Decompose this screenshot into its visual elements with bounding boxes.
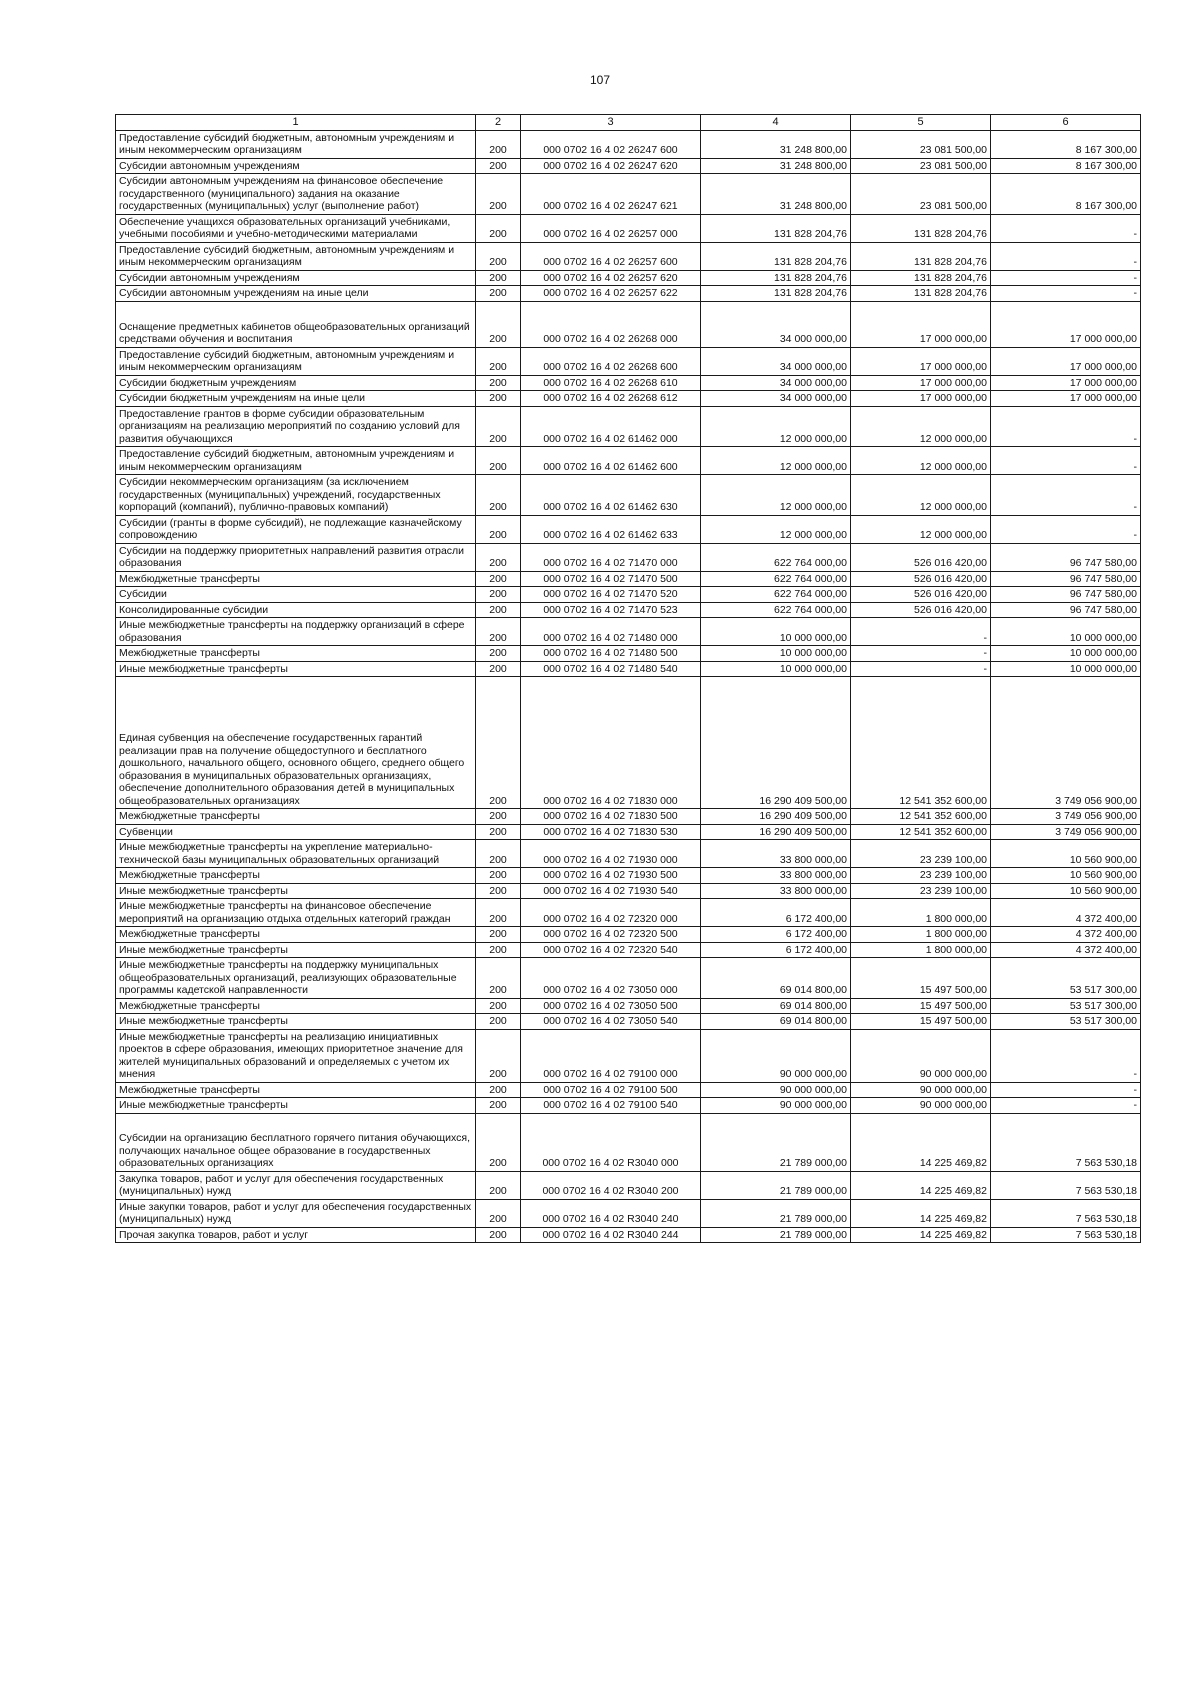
cell-col4: 12 000 000,00 — [701, 406, 851, 447]
cell-col5: 1 800 000,00 — [851, 942, 991, 958]
cell-col5: 23 081 500,00 — [851, 174, 991, 215]
cell-col2: 200 — [476, 515, 521, 543]
cell-col4: 131 828 204,76 — [701, 242, 851, 270]
budget-table — [115, 114, 1141, 1243]
cell-code: 000 0702 16 4 02 26247 600 — [521, 130, 701, 158]
cell-col4: 6 172 400,00 — [701, 942, 851, 958]
cell-col2: 200 — [476, 391, 521, 407]
table-row — [116, 868, 1141, 884]
cell-name: Предоставление субсидий бюджетным, автономным учреждениям и иным некоммерческим организациям — [116, 447, 476, 475]
cell-col2: 200 — [476, 677, 521, 809]
cell-col4: 21 789 000,00 — [701, 1113, 851, 1171]
cell-col5: 15 497 500,00 — [851, 1014, 991, 1030]
cell-col6: 10 000 000,00 — [991, 646, 1141, 662]
cell-code: 000 0702 16 4 02 26268 610 — [521, 375, 701, 391]
cell-col5: 23 239 100,00 — [851, 868, 991, 884]
cell-name: Единая субвенция на обеспечение государственных гарантий реализации прав на получение общедоступного и бесплатного дошкольного, начального общего, основного общего, среднего общего образования в муниципальных образовательных организациях, обеспечение дополнительного образования детей в муниципальных общеобразовательных организациях — [116, 677, 476, 809]
table-row — [116, 158, 1141, 174]
cell-name: Субсидии некоммерческим организациям (за исключением государственных (муниципальных) учреждений, государственных корпораций (компаний), публично-правовых компаний) — [116, 475, 476, 516]
cell-col4: 21 789 000,00 — [701, 1227, 851, 1243]
table-row — [116, 301, 1141, 347]
cell-col2: 200 — [476, 899, 521, 927]
cell-name: Межбюджетные трансферты — [116, 809, 476, 825]
cell-col6: 4 372 400,00 — [991, 942, 1141, 958]
cell-col2: 200 — [476, 1029, 521, 1082]
cell-col6: 10 560 900,00 — [991, 883, 1141, 899]
table-row — [116, 406, 1141, 447]
cell-name: Субсидии — [116, 587, 476, 603]
cell-name: Иные межбюджетные трансферты на поддержку муниципальных общеобразовательных организаций, реализующих образовательные программы кадетской направленности — [116, 958, 476, 999]
table-row — [116, 661, 1141, 677]
cell-col6: 53 517 300,00 — [991, 998, 1141, 1014]
cell-col6: - — [991, 515, 1141, 543]
cell-col2: 200 — [476, 958, 521, 999]
table-row — [116, 174, 1141, 215]
cell-col6: - — [991, 406, 1141, 447]
cell-col4: 34 000 000,00 — [701, 391, 851, 407]
cell-col4: 16 290 409 500,00 — [701, 809, 851, 825]
cell-col2: 200 — [476, 618, 521, 646]
table-row — [116, 391, 1141, 407]
cell-code: 000 0702 16 4 02 71480 500 — [521, 646, 701, 662]
cell-col2: 200 — [476, 942, 521, 958]
cell-code: 000 0702 16 4 02 26247 620 — [521, 158, 701, 174]
cell-col4: 622 764 000,00 — [701, 602, 851, 618]
cell-col2: 200 — [476, 602, 521, 618]
table-row — [116, 1227, 1141, 1243]
page-number: 107 — [589, 73, 611, 87]
cell-col5: - — [851, 661, 991, 677]
table-row — [116, 1113, 1141, 1171]
cell-col6: 17 000 000,00 — [991, 375, 1141, 391]
cell-col6: 17 000 000,00 — [991, 347, 1141, 375]
cell-code: 000 0702 16 4 02 72320 500 — [521, 927, 701, 943]
cell-name: Предоставление субсидий бюджетным, автономным учреждениям и иным некоммерческим организациям — [116, 242, 476, 270]
cell-col5: 14 225 469,82 — [851, 1113, 991, 1171]
cell-code: 000 0702 16 4 02 71470 520 — [521, 587, 701, 603]
cell-col4: 6 172 400,00 — [701, 927, 851, 943]
table-body — [116, 130, 1141, 1243]
cell-col2: 200 — [476, 571, 521, 587]
cell-col4: 622 764 000,00 — [701, 543, 851, 571]
cell-name: Субсидии бюджетным учреждениям — [116, 375, 476, 391]
cell-col5: 526 016 420,00 — [851, 543, 991, 571]
cell-col4: 31 248 800,00 — [701, 158, 851, 174]
cell-name: Иные межбюджетные трансферты на реализацию инициативных проектов в сфере образования, имеющих приоритетное значение для жителей муниципальных образований и определяемых с учетом их мнения — [116, 1029, 476, 1082]
cell-code: 000 0702 16 4 02 26257 620 — [521, 270, 701, 286]
cell-col5: 12 541 352 600,00 — [851, 824, 991, 840]
cell-col4: 16 290 409 500,00 — [701, 824, 851, 840]
cell-col4: 69 014 800,00 — [701, 998, 851, 1014]
table-row — [116, 286, 1141, 302]
cell-name: Межбюджетные трансферты — [116, 1082, 476, 1098]
cell-col5: 90 000 000,00 — [851, 1082, 991, 1098]
header-row — [116, 115, 1141, 131]
cell-col5: 1 800 000,00 — [851, 927, 991, 943]
cell-name: Иные межбюджетные трансферты на поддержку организаций в сфере образования — [116, 618, 476, 646]
cell-col5: 12 541 352 600,00 — [851, 809, 991, 825]
column-header-2: 2 — [476, 115, 521, 131]
cell-col6: - — [991, 1082, 1141, 1098]
table-row — [116, 1014, 1141, 1030]
cell-col2: 200 — [476, 661, 521, 677]
table-row — [116, 130, 1141, 158]
cell-col5: 526 016 420,00 — [851, 587, 991, 603]
cell-col6: 10 000 000,00 — [991, 618, 1141, 646]
table-row — [116, 840, 1141, 868]
cell-name: Иные закупки товаров, работ и услуг для обеспечения государственных (муниципальных) нужд — [116, 1199, 476, 1227]
table-row — [116, 1098, 1141, 1114]
cell-col2: 200 — [476, 174, 521, 215]
cell-col2: 200 — [476, 1098, 521, 1114]
cell-name: Иные межбюджетные трансферты — [116, 942, 476, 958]
cell-name: Иные межбюджетные трансферты — [116, 883, 476, 899]
cell-col6: - — [991, 242, 1141, 270]
cell-col6: 4 372 400,00 — [991, 927, 1141, 943]
table-row — [116, 571, 1141, 587]
cell-col4: 33 800 000,00 — [701, 883, 851, 899]
cell-code: 000 0702 16 4 02 71830 000 — [521, 677, 701, 809]
table-row — [116, 587, 1141, 603]
cell-col5: 14 225 469,82 — [851, 1227, 991, 1243]
cell-col4: 622 764 000,00 — [701, 571, 851, 587]
cell-code: 000 0702 16 4 02 26268 000 — [521, 301, 701, 347]
cell-col5: 17 000 000,00 — [851, 301, 991, 347]
cell-col5: 15 497 500,00 — [851, 998, 991, 1014]
cell-code: 000 0702 16 4 02 79100 540 — [521, 1098, 701, 1114]
cell-col2: 200 — [476, 840, 521, 868]
cell-col5: - — [851, 618, 991, 646]
cell-col2: 200 — [476, 270, 521, 286]
table-row — [116, 899, 1141, 927]
cell-name: Межбюджетные трансферты — [116, 646, 476, 662]
table-row — [116, 447, 1141, 475]
cell-col5: 526 016 420,00 — [851, 602, 991, 618]
cell-col6: 10 560 900,00 — [991, 840, 1141, 868]
table-row — [116, 998, 1141, 1014]
cell-name: Иные межбюджетные трансферты — [116, 1014, 476, 1030]
cell-col6: 10 000 000,00 — [991, 661, 1141, 677]
cell-name: Обеспечение учащихся образовательных организаций учебниками, учебными пособиями и учебно-методическими материалами — [116, 214, 476, 242]
cell-col2: 200 — [476, 824, 521, 840]
cell-col2: 200 — [476, 475, 521, 516]
cell-col6: 96 747 580,00 — [991, 602, 1141, 618]
cell-code: 000 0702 16 4 02 61462 633 — [521, 515, 701, 543]
cell-col2: 200 — [476, 1014, 521, 1030]
cell-code: 000 0702 16 4 02 26268 600 — [521, 347, 701, 375]
cell-code: 000 0702 16 4 02 71830 500 — [521, 809, 701, 825]
cell-name: Межбюджетные трансферты — [116, 868, 476, 884]
cell-col5: 12 000 000,00 — [851, 515, 991, 543]
cell-code: 000 0702 16 4 02 26247 621 — [521, 174, 701, 215]
cell-col5: 17 000 000,00 — [851, 391, 991, 407]
cell-col4: 69 014 800,00 — [701, 958, 851, 999]
cell-code: 000 0702 16 4 02 61462 600 — [521, 447, 701, 475]
table-row — [116, 1029, 1141, 1082]
cell-col6: - — [991, 270, 1141, 286]
cell-code: 000 0702 16 4 02 79100 000 — [521, 1029, 701, 1082]
cell-code: 000 0702 16 4 02 71480 000 — [521, 618, 701, 646]
cell-col6: - — [991, 1098, 1141, 1114]
cell-code: 000 0702 16 4 02 R3040 244 — [521, 1227, 701, 1243]
cell-col2: 200 — [476, 883, 521, 899]
cell-name: Предоставление субсидий бюджетным, автономным учреждениям и иным некоммерческим организациям — [116, 130, 476, 158]
cell-col6: - — [991, 214, 1141, 242]
cell-name: Субвенции — [116, 824, 476, 840]
cell-col2: 200 — [476, 587, 521, 603]
cell-code: 000 0702 16 4 02 71470 000 — [521, 543, 701, 571]
cell-col4: 10 000 000,00 — [701, 661, 851, 677]
table-row — [116, 618, 1141, 646]
cell-col2: 200 — [476, 868, 521, 884]
cell-col5: 14 225 469,82 — [851, 1171, 991, 1199]
cell-name: Оснащение предметных кабинетов общеобразовательных организаций средствами обучения и воспитания — [116, 301, 476, 347]
cell-col4: 34 000 000,00 — [701, 301, 851, 347]
cell-col2: 200 — [476, 1171, 521, 1199]
cell-col2: 200 — [476, 927, 521, 943]
cell-col4: 34 000 000,00 — [701, 347, 851, 375]
cell-col4: 131 828 204,76 — [701, 214, 851, 242]
cell-name: Субсидии автономным учреждениям на иные цели — [116, 286, 476, 302]
cell-col5: 17 000 000,00 — [851, 375, 991, 391]
cell-col2: 200 — [476, 301, 521, 347]
cell-name: Межбюджетные трансферты — [116, 927, 476, 943]
cell-col6: - — [991, 286, 1141, 302]
cell-col2: 200 — [476, 1082, 521, 1098]
cell-col2: 200 — [476, 543, 521, 571]
cell-col5: 12 000 000,00 — [851, 406, 991, 447]
cell-col5: 12 000 000,00 — [851, 475, 991, 516]
column-header-4: 4 — [701, 115, 851, 131]
cell-name: Субсидии автономным учреждениям — [116, 270, 476, 286]
table-row — [116, 809, 1141, 825]
cell-col2: 200 — [476, 375, 521, 391]
table-row — [116, 883, 1141, 899]
table-row — [116, 347, 1141, 375]
cell-code: 000 0702 16 4 02 R3040 000 — [521, 1113, 701, 1171]
cell-name: Иные межбюджетные трансферты на укрепление материально-технической базы муниципальных образовательных организаций — [116, 840, 476, 868]
cell-col6: 8 167 300,00 — [991, 158, 1141, 174]
cell-name: Предоставление грантов в форме субсидии образовательным организациям на реализацию мероприятий по созданию условий для развития обучающихся — [116, 406, 476, 447]
cell-col4: 12 000 000,00 — [701, 447, 851, 475]
table-row — [116, 375, 1141, 391]
cell-col4: 33 800 000,00 — [701, 840, 851, 868]
cell-col6: 7 563 530,18 — [991, 1227, 1141, 1243]
cell-col6: 8 167 300,00 — [991, 130, 1141, 158]
cell-col6: 53 517 300,00 — [991, 958, 1141, 999]
cell-col5: 15 497 500,00 — [851, 958, 991, 999]
cell-code: 000 0702 16 4 02 71930 540 — [521, 883, 701, 899]
cell-col5: 12 000 000,00 — [851, 447, 991, 475]
cell-col2: 200 — [476, 447, 521, 475]
cell-col2: 200 — [476, 242, 521, 270]
cell-name: Субсидии на поддержку приоритетных направлений развития отрасли образования — [116, 543, 476, 571]
cell-code: 000 0702 16 4 02 71930 000 — [521, 840, 701, 868]
cell-name: Закупка товаров, работ и услуг для обеспечения государственных (муниципальных) нужд — [116, 1171, 476, 1199]
column-header-5: 5 — [851, 115, 991, 131]
cell-code: 000 0702 16 4 02 72320 540 — [521, 942, 701, 958]
cell-col6: 53 517 300,00 — [991, 1014, 1141, 1030]
cell-code: 000 0702 16 4 02 R3040 200 — [521, 1171, 701, 1199]
cell-code: 000 0702 16 4 02 71930 500 — [521, 868, 701, 884]
cell-name: Предоставление субсидий бюджетным, автономным учреждениям и иным некоммерческим организациям — [116, 347, 476, 375]
cell-col4: 21 789 000,00 — [701, 1199, 851, 1227]
cell-col2: 200 — [476, 1227, 521, 1243]
cell-col4: 622 764 000,00 — [701, 587, 851, 603]
cell-name: Иные межбюджетные трансферты — [116, 661, 476, 677]
cell-name: Субсидии (гранты в форме субсидий), не подлежащие казначейскому сопровождению — [116, 515, 476, 543]
cell-col6: 7 563 530,18 — [991, 1171, 1141, 1199]
cell-col2: 200 — [476, 214, 521, 242]
column-header-3: 3 — [521, 115, 701, 131]
cell-col2: 200 — [476, 130, 521, 158]
cell-col5: 131 828 204,76 — [851, 270, 991, 286]
cell-col6: 96 747 580,00 — [991, 587, 1141, 603]
cell-col4: 33 800 000,00 — [701, 868, 851, 884]
table-row — [116, 270, 1141, 286]
cell-name: Межбюджетные трансферты — [116, 998, 476, 1014]
cell-name: Межбюджетные трансферты — [116, 571, 476, 587]
table-row — [116, 543, 1141, 571]
cell-col2: 200 — [476, 406, 521, 447]
cell-code: 000 0702 16 4 02 61462 000 — [521, 406, 701, 447]
table-row — [116, 1199, 1141, 1227]
cell-name: Иные межбюджетные трансферты на финансовое обеспечение мероприятий на организацию отдыха отдельных категорий граждан — [116, 899, 476, 927]
cell-col5: 90 000 000,00 — [851, 1098, 991, 1114]
cell-col4: 16 290 409 500,00 — [701, 677, 851, 809]
cell-name: Субсидии автономным учреждениям — [116, 158, 476, 174]
cell-col6: 7 563 530,18 — [991, 1199, 1141, 1227]
column-header-1: 1 — [116, 115, 476, 131]
cell-col4: 31 248 800,00 — [701, 130, 851, 158]
cell-col5: 23 081 500,00 — [851, 158, 991, 174]
cell-col4: 12 000 000,00 — [701, 515, 851, 543]
cell-col4: 10 000 000,00 — [701, 618, 851, 646]
table-row — [116, 1082, 1141, 1098]
cell-col2: 200 — [476, 809, 521, 825]
cell-code: 000 0702 16 4 02 26268 612 — [521, 391, 701, 407]
cell-code: 000 0702 16 4 02 71470 523 — [521, 602, 701, 618]
cell-col5: 12 541 352 600,00 — [851, 677, 991, 809]
cell-col4: 131 828 204,76 — [701, 286, 851, 302]
cell-code: 000 0702 16 4 02 71830 530 — [521, 824, 701, 840]
table-row — [116, 646, 1141, 662]
cell-name: Субсидии бюджетным учреждениям на иные цели — [116, 391, 476, 407]
cell-name: Субсидии на организацию бесплатного горячего питания обучающихся, получающих начальное общее образование в государственных образовательных организациях — [116, 1113, 476, 1171]
cell-col5: 17 000 000,00 — [851, 347, 991, 375]
cell-col5: 131 828 204,76 — [851, 242, 991, 270]
cell-name: Прочая закупка товаров, работ и услуг — [116, 1227, 476, 1243]
cell-col4: 34 000 000,00 — [701, 375, 851, 391]
cell-name: Консолидированные субсидии — [116, 602, 476, 618]
table-row — [116, 927, 1141, 943]
cell-col5: 23 239 100,00 — [851, 840, 991, 868]
cell-code: 000 0702 16 4 02 61462 630 — [521, 475, 701, 516]
table-row — [116, 515, 1141, 543]
cell-col5: - — [851, 646, 991, 662]
cell-col2: 200 — [476, 998, 521, 1014]
cell-col4: 90 000 000,00 — [701, 1029, 851, 1082]
cell-col6: 3 749 056 900,00 — [991, 809, 1141, 825]
table-row — [116, 602, 1141, 618]
cell-code: 000 0702 16 4 02 72320 000 — [521, 899, 701, 927]
cell-col6: 96 747 580,00 — [991, 571, 1141, 587]
cell-col6: 10 560 900,00 — [991, 868, 1141, 884]
cell-col6: 3 749 056 900,00 — [991, 677, 1141, 809]
cell-col2: 200 — [476, 286, 521, 302]
cell-code: 000 0702 16 4 02 71470 500 — [521, 571, 701, 587]
cell-col6: - — [991, 475, 1141, 516]
cell-col2: 200 — [476, 1199, 521, 1227]
cell-col6: - — [991, 447, 1141, 475]
table-row — [116, 475, 1141, 516]
cell-code: 000 0702 16 4 02 79100 500 — [521, 1082, 701, 1098]
cell-code: 000 0702 16 4 02 73050 000 — [521, 958, 701, 999]
table-row — [116, 1171, 1141, 1199]
cell-code: 000 0702 16 4 02 26257 600 — [521, 242, 701, 270]
cell-col4: 10 000 000,00 — [701, 646, 851, 662]
cell-col4: 31 248 800,00 — [701, 174, 851, 215]
cell-col2: 200 — [476, 1113, 521, 1171]
cell-code: 000 0702 16 4 02 26257 622 — [521, 286, 701, 302]
table-row — [116, 824, 1141, 840]
cell-col6: 3 749 056 900,00 — [991, 824, 1141, 840]
cell-col2: 200 — [476, 646, 521, 662]
cell-col6: 17 000 000,00 — [991, 301, 1141, 347]
cell-col6: 8 167 300,00 — [991, 174, 1141, 215]
table-row — [116, 214, 1141, 242]
cell-col6: - — [991, 1029, 1141, 1082]
cell-col4: 21 789 000,00 — [701, 1171, 851, 1199]
cell-col4: 69 014 800,00 — [701, 1014, 851, 1030]
cell-name: Субсидии автономным учреждениям на финансовое обеспечение государственного (муниципального) задания на оказание государственных (муниципальных) услуг (выполнение работ) — [116, 174, 476, 215]
cell-col5: 14 225 469,82 — [851, 1199, 991, 1227]
cell-col5: 1 800 000,00 — [851, 899, 991, 927]
cell-code: 000 0702 16 4 02 73050 540 — [521, 1014, 701, 1030]
cell-col6: 17 000 000,00 — [991, 391, 1141, 407]
cell-code: 000 0702 16 4 02 26257 000 — [521, 214, 701, 242]
cell-col5: 131 828 204,76 — [851, 286, 991, 302]
cell-col2: 200 — [476, 158, 521, 174]
cell-col5: 23 239 100,00 — [851, 883, 991, 899]
cell-col6: 96 747 580,00 — [991, 543, 1141, 571]
table-row — [116, 677, 1141, 809]
column-header-6: 6 — [991, 115, 1141, 131]
cell-col2: 200 — [476, 347, 521, 375]
cell-col5: 526 016 420,00 — [851, 571, 991, 587]
cell-col4: 12 000 000,00 — [701, 475, 851, 516]
table-row — [116, 242, 1141, 270]
cell-col5: 23 081 500,00 — [851, 130, 991, 158]
cell-col5: 131 828 204,76 — [851, 214, 991, 242]
cell-col6: 7 563 530,18 — [991, 1113, 1141, 1171]
cell-col5: 90 000 000,00 — [851, 1029, 991, 1082]
cell-col4: 90 000 000,00 — [701, 1082, 851, 1098]
cell-code: 000 0702 16 4 02 R3040 240 — [521, 1199, 701, 1227]
cell-code: 000 0702 16 4 02 73050 500 — [521, 998, 701, 1014]
table-row — [116, 958, 1141, 999]
cell-col4: 6 172 400,00 — [701, 899, 851, 927]
cell-col4: 90 000 000,00 — [701, 1098, 851, 1114]
cell-col4: 131 828 204,76 — [701, 270, 851, 286]
table-row — [116, 942, 1141, 958]
cell-code: 000 0702 16 4 02 71480 540 — [521, 661, 701, 677]
cell-col6: 4 372 400,00 — [991, 899, 1141, 927]
cell-name: Иные межбюджетные трансферты — [116, 1098, 476, 1114]
